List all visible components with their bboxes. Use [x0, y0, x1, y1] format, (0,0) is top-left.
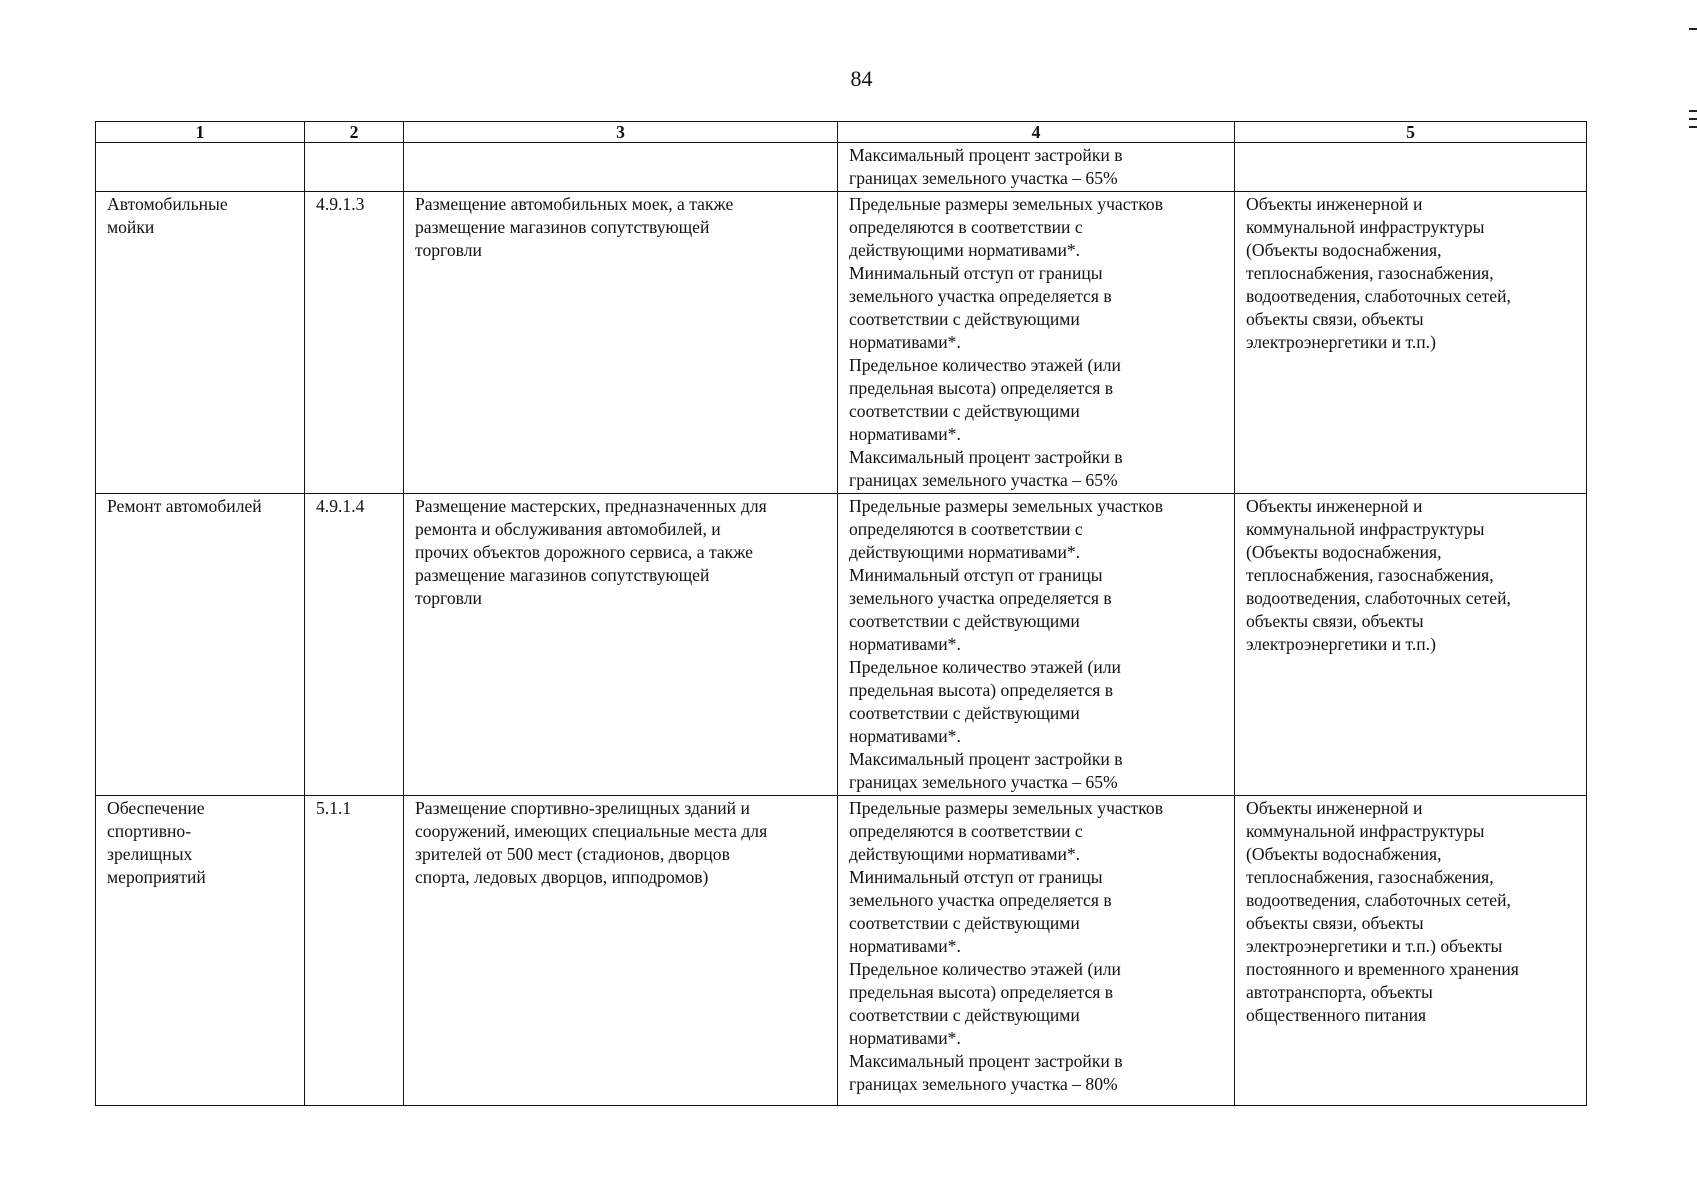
use-code-cell — [305, 143, 404, 192]
scan-edge-mark — [1689, 28, 1697, 30]
use-description-cell: Размещение спортивно-зрелищных зданий и сооружений, имеющих специальные места для зрителей от 500 мест (стадионов, дворцов спорта, ледовых дворцов, ипподромов) — [404, 796, 838, 1106]
use-code-cell: 4.9.1.4 — [305, 494, 404, 796]
table-row — [96, 796, 1587, 1106]
header-col-3: 3 — [404, 122, 838, 143]
use-description-cell — [404, 143, 838, 192]
header-col-1: 1 — [96, 122, 305, 143]
table-row — [96, 494, 1587, 796]
page-number: 84 — [850, 66, 873, 91]
parameters-cell: Предельные размеры земельных участков определяются в соответствии с действующими нормативами*. Минимальный отступ от границы земельного участка определяется в соответствии с действующими нормативами*. Предельное количество этажей (или предельная высота) определяется в соответствии с действующими нормативами*. Максимальный процент застройки в границах земельного участка – 65% — [838, 192, 1235, 494]
header-col-4: 4 — [838, 122, 1235, 143]
use-name-cell: Ремонт автомобилей — [96, 494, 305, 796]
use-name-cell: Обеспечение спортивно- зрелищных мероприятий — [96, 796, 305, 1106]
use-name-cell: Автомобильные мойки — [96, 192, 305, 494]
table-row — [96, 192, 1587, 494]
auxiliary-uses-cell: Объекты инженерной и коммунальной инфраструктуры (Объекты водоснабжения, теплоснабжения, газоснабжения, водоотведения, слаботочных сетей, объекты связи, объекты электроэнергетики и т.п.) объекты постоянного и временного хранения автотранспорта, объекты общественного питания — [1235, 796, 1587, 1106]
auxiliary-uses-cell: Объекты инженерной и коммунальной инфраструктуры (Объекты водоснабжения, теплоснабжения, газоснабжения, водоотведения, слаботочных сетей, объекты связи, объекты электроэнергетики и т.п.) — [1235, 192, 1587, 494]
auxiliary-uses-cell: Объекты инженерной и коммунальной инфраструктуры (Объекты водоснабжения, теплоснабжения, газоснабжения, водоотведения, слаботочных сетей, объекты связи, объекты электроэнергетики и т.п.) — [1235, 494, 1587, 796]
use-description-cell: Размещение автомобильных моек, а также размещение магазинов сопутствующей торговли — [404, 192, 838, 494]
parameters-cell: Предельные размеры земельных участков определяются в соответствии с действующими нормативами*. Минимальный отступ от границы земельного участка определяется в соответствии с действующими нормативами*. Предельное количество этажей (или предельная высота) определяется в соответствии с действующими нормативами*. Максимальный процент застройки в границах земельного участка – 65% — [838, 494, 1235, 796]
use-code-cell: 5.1.1 — [305, 796, 404, 1106]
use-description-cell: Размещение мастерских, предназначенных для ремонта и обслуживания автомобилей, и прочих объектов дорожного сервиса, а также размещение магазинов сопутствующей торговли — [404, 494, 838, 796]
scan-edge-mark — [1689, 110, 1697, 112]
land-use-table — [95, 121, 1587, 1106]
parameters-cell: Предельные размеры земельных участков определяются в соответствии с действующими нормативами*. Минимальный отступ от границы земельного участка определяется в соответствии с действующими нормативами*. Предельное количество этажей (или предельная высота) определяется в соответствии с действующими нормативами*. Максимальный процент застройки в границах земельного участка – 80% — [838, 796, 1235, 1106]
use-code-cell: 4.9.1.3 — [305, 192, 404, 494]
parameters-cell: Максимальный процент застройки в границах земельного участка – 65% — [838, 143, 1235, 192]
auxiliary-uses-cell — [1235, 143, 1587, 192]
header-col-2: 2 — [305, 122, 404, 143]
table-header-row — [96, 122, 1587, 143]
header-col-5: 5 — [1235, 122, 1587, 143]
table-row — [96, 143, 1587, 192]
scan-edge-mark — [1689, 118, 1697, 120]
scan-edge-mark — [1689, 126, 1697, 128]
use-name-cell — [96, 143, 305, 192]
